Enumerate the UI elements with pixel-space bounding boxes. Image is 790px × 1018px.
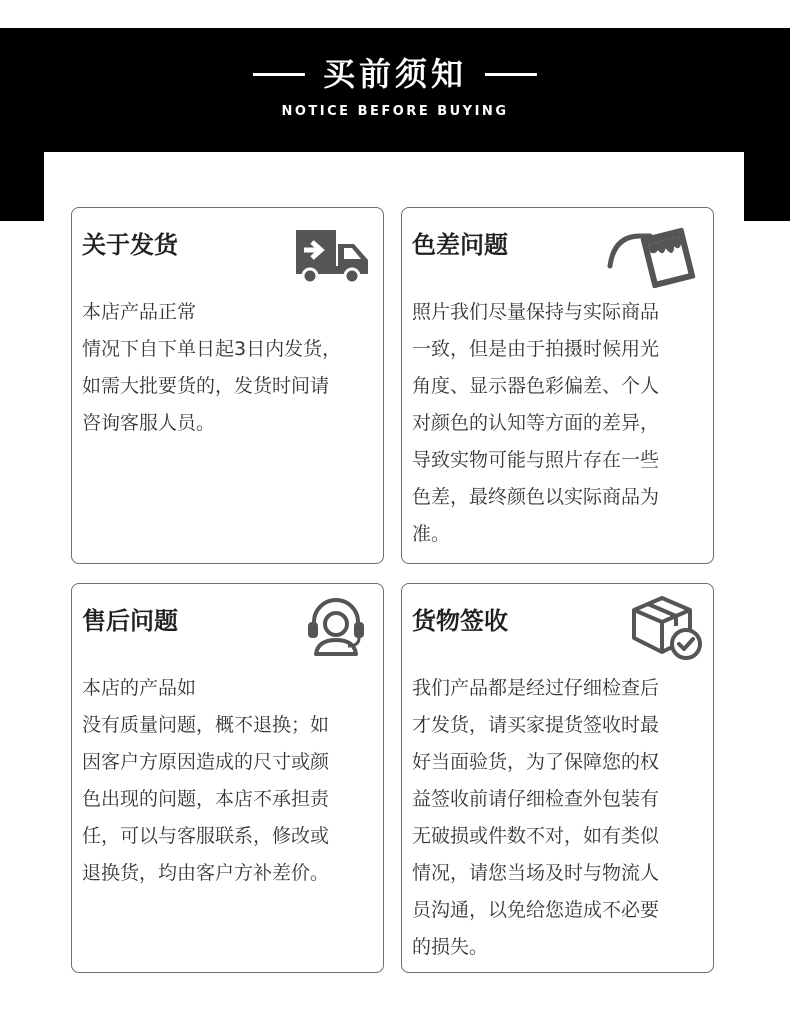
card-body bbox=[412, 294, 707, 553]
card-text-line: 如需大批要货的，发货时间请 bbox=[82, 375, 330, 397]
card-after-sales bbox=[71, 583, 384, 973]
page-title: 买前须知 bbox=[322, 55, 467, 93]
package-check-icon bbox=[628, 594, 704, 664]
card-text-line: 我们产品都是经过仔细检查后 bbox=[412, 677, 660, 699]
card-text-line: 色出现的问题，本店不承担责 bbox=[82, 788, 330, 810]
card-text-line: 因客户方原因造成的尺寸或颜 bbox=[82, 751, 330, 773]
card-text-line: 本店的产品如 bbox=[82, 677, 197, 699]
card-title: 售后问题 bbox=[82, 607, 178, 635]
card-text-line: 一致，但是由于拍摄时候用光 bbox=[412, 338, 660, 360]
card-text-line: 角度、显示器色彩偏差、个人 bbox=[412, 375, 660, 397]
card-body bbox=[82, 670, 377, 892]
card-shipping bbox=[71, 207, 384, 564]
card-text-line: 咨询客服人员。 bbox=[82, 412, 216, 434]
page-subtitle: NOTICE BEFORE BUYING bbox=[281, 104, 509, 119]
card-color-difference bbox=[401, 207, 714, 564]
card-text-line: 情况下自下单日起3日内发货， bbox=[82, 338, 342, 360]
card-text-line: 无破损或件数不对，如有类似 bbox=[412, 825, 660, 847]
card-text-line: 准。 bbox=[412, 523, 451, 545]
card-text-line: 才发货，请买家提货签收时最 bbox=[412, 714, 660, 736]
card-text-line: 好当面验货，为了保障您的权 bbox=[412, 751, 660, 773]
card-text-line: 导致实物可能与照片存在一些 bbox=[412, 449, 660, 471]
card-text-line: 照片我们尽量保持与实际商品 bbox=[412, 301, 660, 323]
card-receipt bbox=[401, 583, 714, 973]
delivery-truck-icon bbox=[294, 226, 370, 286]
card-text-line: 本店产品正常 bbox=[82, 301, 197, 323]
card-text-line: 任，可以与客服联系，修改或 bbox=[82, 825, 330, 847]
card-text-line: 员沟通，以免给您造成不必要 bbox=[412, 899, 660, 921]
card-title: 色差问题 bbox=[412, 231, 508, 259]
card-title: 关于发货 bbox=[82, 231, 178, 259]
card-text-line: 退换货，均由客户方补差价。 bbox=[82, 862, 330, 884]
card-text-line: 色差，最终颜色以实际商品为 bbox=[412, 486, 660, 508]
card-text-line: 益签收前请仔细检查外包装有 bbox=[412, 788, 660, 810]
card-body bbox=[82, 294, 377, 442]
customer-service-headset-icon bbox=[304, 594, 368, 658]
card-text-line: 没有质量问题，概不退换；如 bbox=[82, 714, 330, 736]
card-title: 货物签收 bbox=[412, 607, 508, 635]
header-title-row bbox=[0, 52, 790, 96]
card-text-line: 对颜色的认知等方面的差异， bbox=[412, 412, 660, 434]
paint-bucket-icon bbox=[606, 218, 702, 292]
title-left-dash bbox=[253, 73, 305, 76]
title-right-dash bbox=[485, 73, 537, 76]
card-text-line: 的损失。 bbox=[412, 936, 489, 958]
card-body bbox=[412, 670, 707, 966]
card-text-line: 情况，请您当场及时与物流人 bbox=[412, 862, 660, 884]
